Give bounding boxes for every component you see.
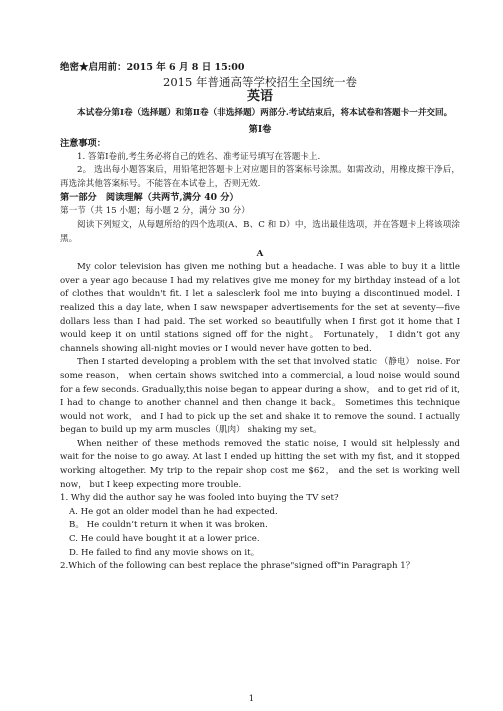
note-item: 1. 答第Ⅰ卷前,考生务必将自己的姓名、准考证号填写在答题卡上. (77, 151, 321, 162)
question-2: 2.Which of the following can best replace the phrase"signed off"in Paragraph 1？ (60, 561, 415, 572)
exam-title: 2015 年普通高等学校招生全国统一卷 (163, 75, 357, 89)
section-heading: 第一节（共 15 小题；每小题 2 分，满分 30 分） (60, 206, 250, 217)
question-1: 1. Why did the author say he was fooled into buying the TV set? (60, 493, 339, 504)
exam-intro: 本试卷分第Ⅰ卷（选择题）和第Ⅱ卷（非选择题）两部分.考试结束后，将本试卷和答题卡一并交回。 (77, 108, 453, 118)
passage-label: A (256, 249, 264, 260)
passage-paragraph: Then I started developing a problem with the set that involved static （静电） noise. For some reason， when certain shows switched into a commercial, a loud noise would sound for a few seconds. Gradually,this noise began to appear during a show， and to get rid of it, I had to change to another channel and then change it back。 Sometimes this technique would not work， and I had to pick up the set and shake it to remove the sound. I actually began to build up my arm muscles（肌肉） shaking my set。 (60, 357, 461, 436)
passage-paragraph: My color television has given me nothing but a headache. I was able to buy it a little over a year ago because I had my relatives give me money for my birthday instead of a lot of clothes that wouldn't fit. I let a salesclerk fool me into buying a discontinued model. I realized this a day late, when I saw newspaper advertisements for the set at seventy—five dollars less than I had paid. The set worked so beautifully when I first got it home that I would keep it on until stations signed off for the night。 Fortunately， I didn’t got any channels showing all-night movies or I would never have gotten to bed. (60, 262, 460, 354)
confidential-line: 绝密★启用前：2015 年 6 月 8 日 15:00 (60, 62, 245, 73)
option-a: A. He got an older model than he had expected. (69, 506, 278, 517)
note-item: 2。 选出每小题答案后，用铅笔把答题卡上对应题目的答案标号涂黑。如需改动，用橡皮擦干净后，再选涂其他答案标号。不能答在本试卷上，否则无效. (60, 165, 460, 189)
page-number: 1 (248, 694, 255, 704)
passage-paragraph: When neither of these methods removed the static noise, I would sit helplessly and wait for the noise to go away. At last I ended up hitting the set with my fist, and it stopped working altogether. My trip to the repair shop cost me $62， and the set is working well now， but I keep expecting more trouble. (60, 438, 460, 490)
option-c: C. He could have bought it at a lower price. (69, 534, 260, 545)
option-b: B。 He couldn’t return it when it was broken. (69, 520, 268, 531)
section-instruction: 阅读下列短文，从每题所给的四个选项(A、B、C 和 D）中，选出最佳选项，并在答题卡上将该项涂黑。 (60, 219, 460, 244)
notes-heading: 注意事项： (60, 137, 106, 149)
volume-heading: 第Ⅰ卷 (248, 123, 272, 135)
exam-page (60, 62, 460, 574)
part-heading: 第一部分 阅读理解（共两节,满分 40 分） (60, 192, 239, 204)
option-d: D. He failed to find any movie shows on it。 (69, 547, 260, 558)
subject-title: 英语 (246, 89, 273, 104)
